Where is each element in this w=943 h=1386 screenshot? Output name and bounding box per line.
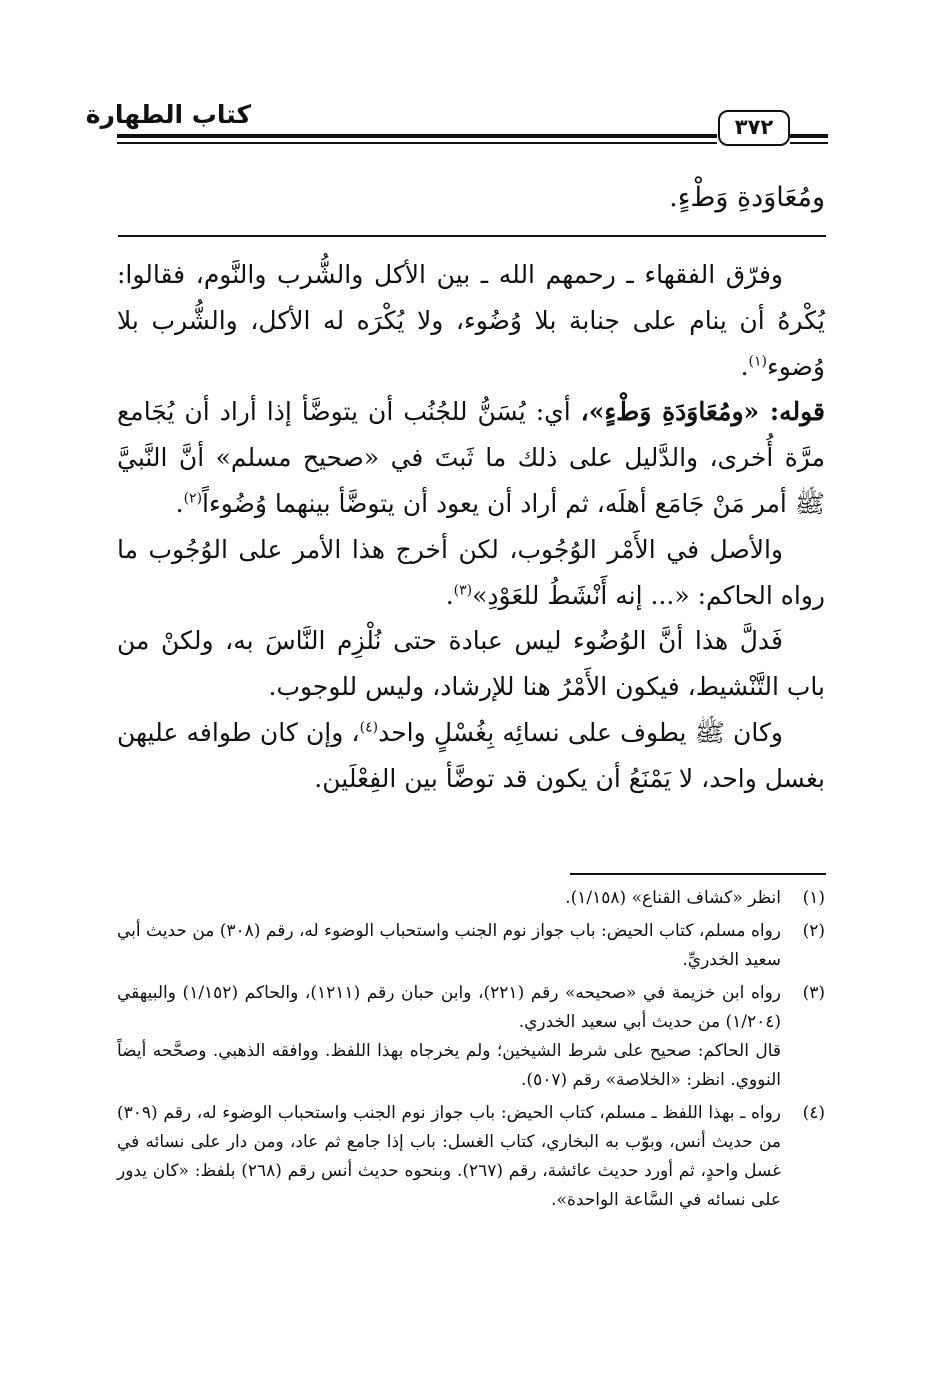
footnote-text: رواه ـ بهذا اللفظ ـ مسلم، كتاب الحيض: باب جواز نوم الجنب واستحباب الوضوء له، رقم (٣٠٩) من حديث أنس، وبوّب به البخاري، كتاب الغسل: باب إذا جامع ثم عاد، ومن دار على نسائه في غسل واحدٍ، ثم أورد حديث عائشة، رقم (٢٦٧). وبنحوه حديث أنس رقم (٢٦٨) بلفظ: «كان يدور على نسائه في السَّاعة الواحدة».: [117, 1103, 781, 1210]
paragraph-2: [117, 389, 825, 526]
p1-end: .: [740, 351, 749, 381]
header-rule-thick: [117, 134, 717, 138]
quote-key: قوله: «ومُعَاوَدَةِ وَطْءٍ»،: [580, 397, 826, 427]
p2-text: أي: يُسَنُّ للجُنُب أن يتوضَّأ إذا أراد أن يُجَامع مرَّة أُخرى، والدَّليل على ذلك ما ثَبتَ في «صحيح مسلم» أنَّ النَّبيَّ ﷺ أمر مَنْ جَامَع أهلَه، ثم أراد أن يعود أن يتوضَّأ بينهما وُضُوءاً: [117, 397, 825, 518]
header-rule-right-thin: [790, 142, 828, 144]
p4-text: فَدلَّ هذا أنَّ الوُضُوء ليس عبادة حتى نُلْزِم النَّاسَ به، ولكنْ من باب التَّنْشيط، فيكون الأَمْرُ هنا للإرشاد، وليس للوجوب.: [117, 626, 825, 702]
footnote-extra-text: قال الحاكم: صحيح على شرط الشيخين؛ ولم يخرجاه بهذا اللفظ. ووافقه الذهبي. وصحَّحه أيضاً النووي. انظر: «الخلاصة» رقم (٥٠٧).: [117, 1041, 781, 1090]
footnote-number: (٤): [802, 1103, 825, 1123]
footnote-text: رواه ابن خزيمة في «صحيحه» رقم (٢٢١)، وابن حبان رقم (١٢١١)، والحاكم (١/١٥٢) والبيهقي (١/٢٠٤) من حديث أبي سعيد الخدري.: [117, 983, 782, 1032]
footnote-ref-2[interactable]: (٢): [183, 490, 203, 507]
page-number-badge: ٣٧٢: [718, 110, 790, 146]
footnote-4: [117, 1099, 825, 1215]
footnote-2: [117, 917, 825, 975]
footnote-number: (١): [802, 888, 825, 908]
footnote-1: [117, 884, 825, 913]
paragraph-5: [117, 710, 825, 802]
footnote-content: [117, 979, 781, 1095]
footnote-separator: [570, 873, 826, 875]
footnote-number: (٣): [802, 983, 825, 1003]
footnote-ref-3[interactable]: (٣): [453, 582, 473, 599]
paragraph-4: [117, 618, 825, 710]
footnote-number: (٢): [802, 921, 825, 941]
header-rule-thin: [117, 142, 717, 144]
p5-text-b: ، وإن كان طوافه عليهن بغسل واحد، لا يَمْنَعُ أن يكون قد توضَّأ بين الفِعْلَين.: [117, 717, 825, 793]
p1-text: وفرّق الفقهاء ـ رحمهم الله ـ بين الأكل والشُّرب والنَّوم، فقالوا: يُكْرهُ أن ينام على جنابة بلا وُضُوء، ولا يُكْرَه له الأكل، والشُّرب بلا وُضوء: [117, 260, 825, 381]
p5-text-a: وكان ﷺ يطوف على نسائِه بِغُسْلٍ واحد: [378, 717, 783, 747]
header-rule-right-thick: [790, 134, 828, 138]
running-header-title: كتاب الطهارة: [85, 100, 251, 129]
footnotes-section: [117, 884, 825, 1219]
p3-text: والأصل في الأَمْر الوُجُوب، لكن أخرج هذا الأمر على الوُجُوب ما رواه الحاكم: «... إنه أَنْشَطُ للعَوْدِ»: [117, 534, 825, 610]
matn-separator: [118, 235, 826, 237]
matn-text: ومُعَاوَدةِ وَطْءٍ.: [669, 182, 825, 213]
commentary-body: [117, 252, 825, 802]
p2-end: .: [175, 488, 184, 518]
footnote-text: رواه مسلم، كتاب الحيض: باب جواز نوم الجنب واستحباب الوضوء له، رقم (٣٠٨) من حديث أبي سعيد الخدريِّ.: [117, 921, 781, 970]
footnote-text: انظر «كشاف القناع» (١/١٥٨).: [565, 888, 781, 908]
footnote-ref-4[interactable]: (٤): [359, 719, 379, 736]
paragraph-3: [117, 527, 825, 619]
p3-end: .: [445, 580, 454, 610]
footnote-3: [117, 979, 825, 1095]
paragraph-1: [117, 252, 825, 389]
footnote-ref-1[interactable]: (١): [748, 353, 768, 370]
